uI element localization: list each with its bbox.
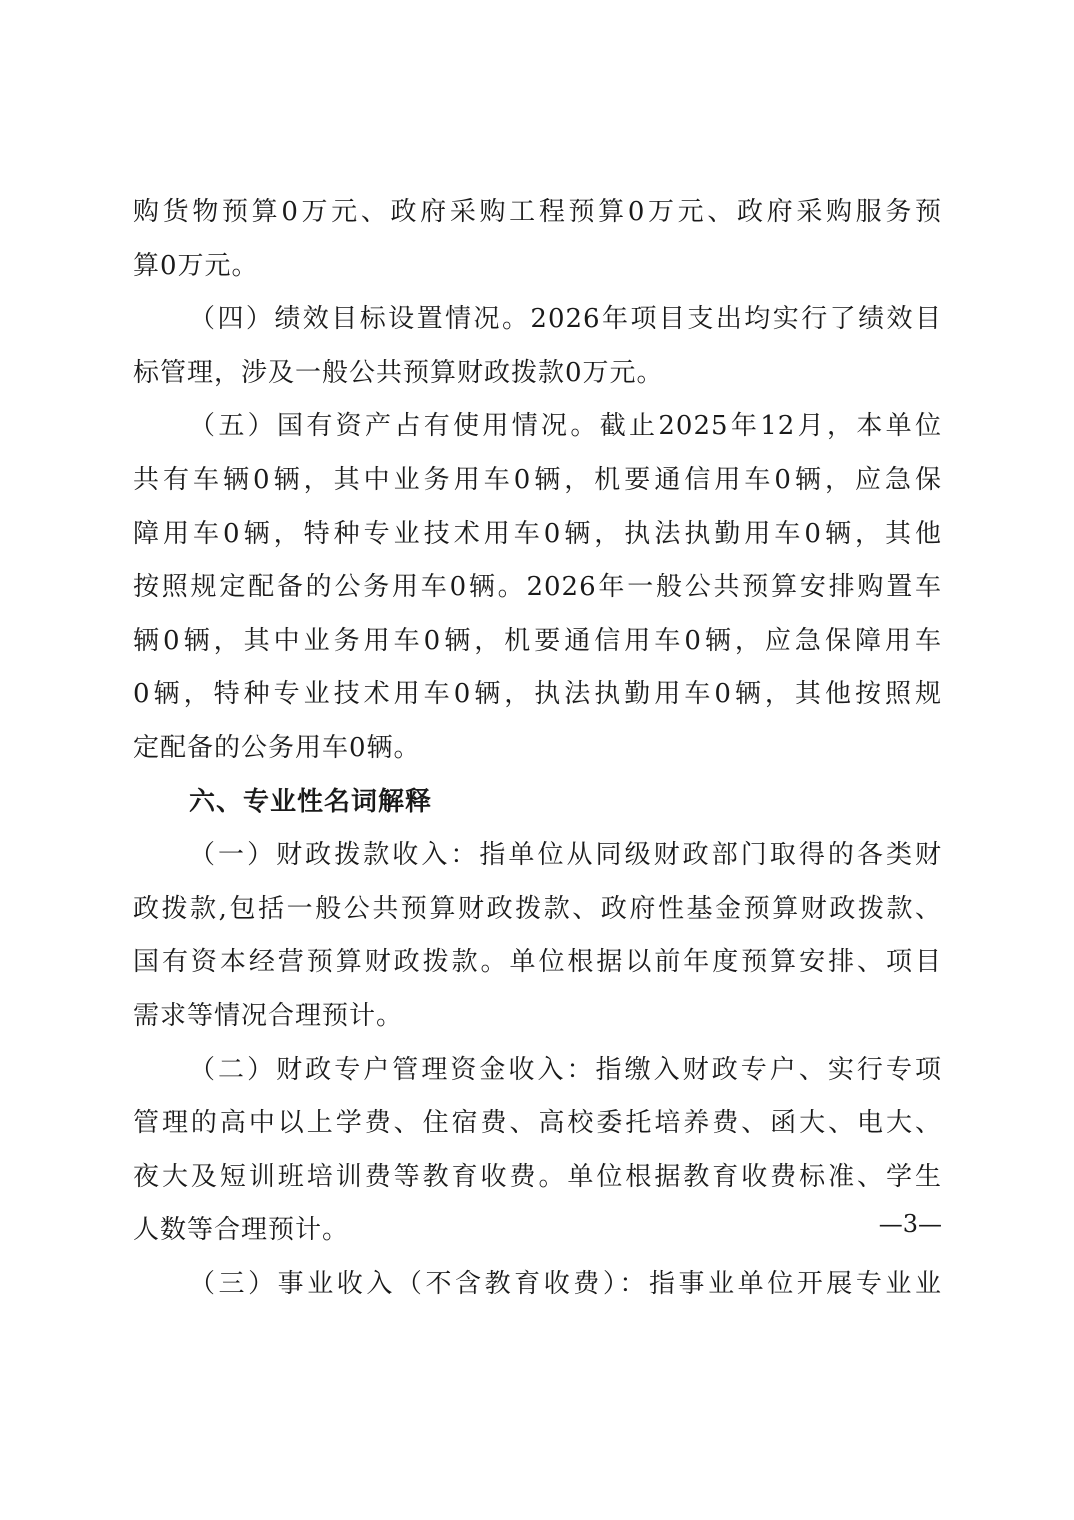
text-line: 人数等合理预计。 [133,1215,350,1246]
page-number: —3— [878,1210,942,1238]
document-body [133,186,942,1311]
section-heading: 六、专业性名词解释 [189,786,433,817]
text-line: 辆0辆，其中业务用车0辆，机要通信用车0辆，应急保障用车 [133,625,942,656]
text-line: 共有车辆0辆，其中业务用车0辆，机要通信用车0辆，应急保 [133,464,942,495]
text-line: 按照规定配备的公务用车0辆。2026年一般公共预算安排购置车 [133,572,942,603]
text-line: 需求等情况合理预计。 [133,1000,404,1031]
text-line: 定配备的公务用车0辆。 [133,732,421,763]
text-line: 0辆，特种专业技术用车0辆，执法执勤用车0辆，其他按照规 [133,679,942,710]
text-line: （五）国有资产占有使用情况。截止2025年12月，本单位 [189,411,942,442]
text-line: 障用车0辆，特种专业技术用车0辆，执法执勤用车0辆，其他 [133,518,942,549]
text-line: 标管理，涉及一般公共预算财政拨款0万元。 [133,357,664,388]
text-line: 夜大及短训班培训费等教育收费。单位根据教育收费标准、学生 [133,1161,942,1192]
text-line: 政拨款,包括一般公共预算财政拨款、政府性基金预算财政拨款、 [133,893,942,924]
text-line: （一）财政拨款收入：指单位从同级财政部门取得的各类财 [189,840,942,871]
text-line: （三）事业收入（不含教育收费）：指事业单位开展专业业 [189,1268,942,1299]
text-line: 管理的高中以上学费、住宿费、高校委托培养费、函大、电大、 [133,1108,942,1139]
text-line: 国有资本经营预算财政拨款。单位根据以前年度预算安排、项目 [133,947,942,978]
text-line: 购货物预算0万元、政府采购工程预算0万元、政府采购服务预 [133,197,942,227]
text-line: 算0万元。 [133,250,259,281]
text-line: （二）财政专户管理资金收入：指缴入财政专户、实行专项 [189,1054,942,1085]
text-line: （四）绩效目标设置情况。2026年项目支出均实行了绩效目 [189,304,942,335]
